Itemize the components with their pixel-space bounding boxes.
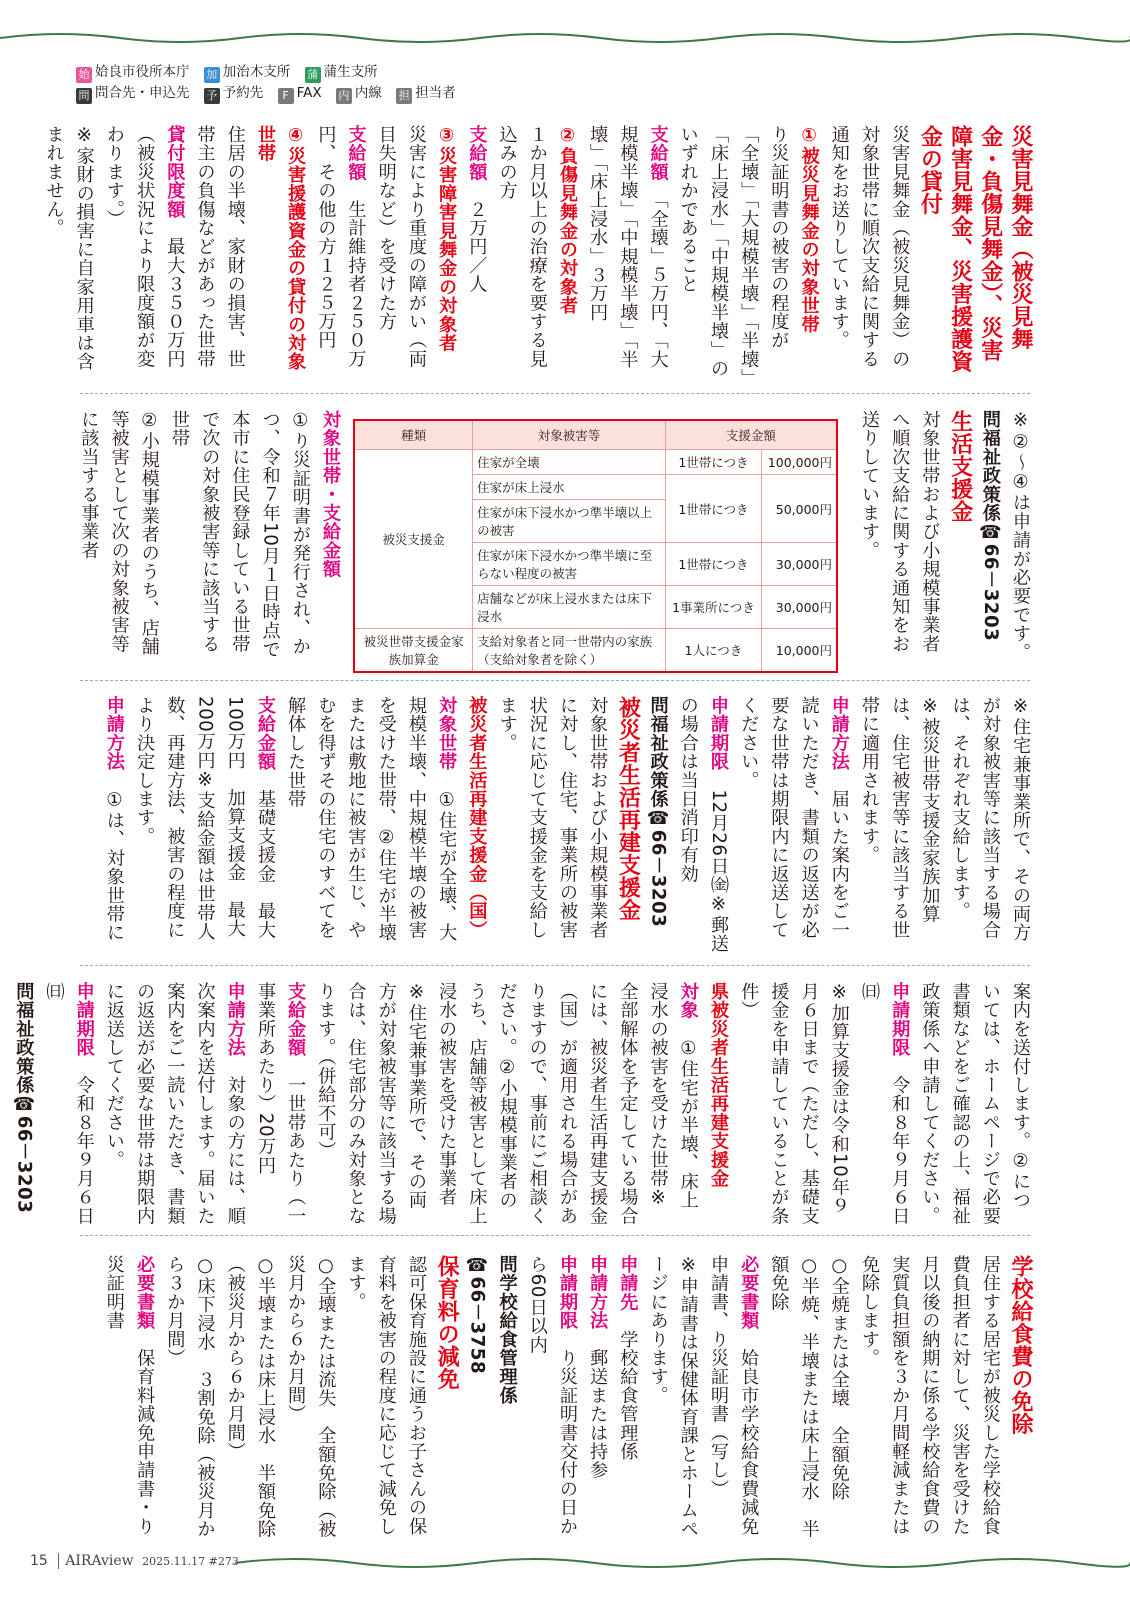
section-title-livelihood: 生活支援金 (947, 410, 973, 523)
fax-icon: F (278, 88, 294, 104)
contact-phone: ☎66－3758 (466, 1255, 488, 1375)
paragraph: 住居の半壊、家財の損害、世帯主の負傷などがあった世帯 (194, 125, 246, 369)
table-cell: 住家が床下浸水かつ準半壊に至らない程度の被害 (473, 543, 666, 586)
label: 申請方法 (224, 982, 246, 1057)
issue-date: 2025.11.17 #273 (142, 1555, 239, 1568)
band-livelihood-support (838, 410, 1035, 665)
list-item: ○全壊または流失 全額免除（被災月から６か月間） (285, 1255, 337, 1539)
text: 基礎支援金 最大100万円 加算支援金 最大200万円※支給金額は世帯人数、再建方法、被害の程度により決定します。 (134, 696, 276, 941)
label: 必要書類 (738, 1255, 760, 1330)
table-header: 支援金額 (665, 420, 837, 450)
table-cell: 100,000円 (762, 450, 837, 475)
note: ※住宅兼事業所で、その両方が対象被害等に該当する場合は、それぞれ支給します。 (949, 696, 1031, 942)
table-cell: 支給対象者と同一世帯内の家族（支給対象者を除く） (473, 629, 666, 673)
label: 対象世帯 (436, 696, 458, 771)
table-cell: 10,000円 (762, 629, 837, 673)
dashed-divider (80, 680, 1030, 681)
legend-kajiki: 加治木支所 (222, 64, 291, 80)
table-cell: 1人につき (665, 629, 761, 673)
contact-icon: 問 (647, 696, 669, 715)
list-item: ○床下浸水 ３割免除（被災月から３か月間） (164, 1255, 216, 1539)
note: ※被災世帯支援金家族加算は、住宅被害等に該当する世帯に適用されます。 (858, 696, 941, 940)
contact: 学校給食管理係 (496, 1273, 518, 1405)
table-cell: 1世帯につき (665, 475, 761, 543)
text: 届いた案内をご一読いただき、書類の返送が必要な世帯は期限内に返送してください。 (738, 696, 850, 940)
subheading: 県被災者生活再建支援金 (707, 982, 729, 1188)
table-row (354, 450, 837, 475)
text: 生計維持者２５０万円、その他の方１２５万円 (315, 125, 367, 369)
label: 支給額 (345, 125, 367, 182)
contact: 福祉政策係☎66－3203 (13, 1000, 35, 1214)
support-amount-table (353, 419, 838, 673)
legend-contact: 問合先・申込先 (95, 85, 190, 101)
text: ①住宅が半壊、床上浸水の被害を受けた世帯※全部解体を予定している場合には、被災者生活再建支援金（国）が適用される場合がありますので、事前にご相談ください。②小規模事業者のうち、店舗等被害として床上浸水の被害を受けた事業者※住宅兼事業所で、その両方が対象被害等に該当する場合は、住宅部分のみ対象となります。（併給不可） (315, 982, 699, 1226)
table-cell: 30,000円 (762, 586, 837, 629)
table-cell: 住家が全壊 (473, 450, 666, 475)
legend-fax: FAX (296, 85, 322, 101)
text: 令和８年９月６日㈰ (43, 982, 95, 1226)
note: ※申請書は保健体育課とホームページにあります。 (647, 1255, 699, 1539)
text: ２万円／人 (466, 199, 488, 294)
paragraph: 居住する居宅が被災した学校給食費負担者に対して、災害を受けた月以後の納期に係る学校給食費の実質負担額を３か月間軽減または免除します。 (858, 1255, 1001, 1536)
honcho-icon: 始 (76, 67, 92, 83)
paragraph: 対象世帯および小規模事業者へ順次支給に関する通知をお送りしています。 (858, 410, 941, 654)
paragraph: 災害により重度の障がい（両目失明など）を受けた方 (375, 125, 427, 369)
text: 対象の方には、順次案内を送付します。届いた案内をご一読いただき、書類の返送が必要な世帯は期限内に返送してください。 (103, 982, 246, 1226)
bottom-wave-line (235, 1553, 1130, 1573)
paragraph: １か月以上の治療を要する見込みの方 (496, 125, 548, 369)
label: 支給額 (647, 125, 669, 182)
table-cell: 1世帯につき (665, 450, 761, 475)
person-icon: 担 (396, 88, 412, 104)
table-header: 種類 (354, 420, 473, 450)
text: 保育料減免申請書・り災証明書 (103, 1255, 156, 1536)
list-item: ○全焼または全壊 全額免除 (828, 1255, 850, 1501)
text: ①は、対象世帯に (103, 789, 125, 942)
band-reconstruction-support (75, 696, 1035, 956)
band-school-lunch-nursery (75, 1255, 1035, 1540)
text: 一世帯あたり（一事業所あたり）20万円 (254, 982, 307, 1226)
subheading: ①被災見舞金の対象世帯 (798, 125, 820, 334)
legend-kamou: 蒲生支所 (323, 64, 378, 80)
text: り災証明書交付の日から60日以内 (526, 1255, 578, 1536)
label: 申請期限 (73, 982, 95, 1057)
paragraph: 認可保育施設に通うお子さんの保育料を被害の程度に応じて減免します。 (345, 1255, 427, 1536)
label: 申請方法 (587, 1255, 609, 1330)
table-cell: 被災世帯支援金家族加算金 (354, 629, 473, 673)
text: 郵送または持参 (587, 1348, 609, 1480)
paragraph: 案内を送付します。②については、ホームページで必要書類などをご確認の上、福祉政策係へ申請してください。 (919, 982, 1031, 1226)
section-title-reconstruction: 被災者生活再建支援金 (615, 696, 641, 921)
section-title-school-lunch: 学校給食費の免除 (1008, 1255, 1033, 1435)
kajiki-icon: 加 (204, 67, 220, 83)
table-row (354, 629, 837, 673)
contact-icon: 問 (496, 1255, 518, 1274)
label: 支給金額 (254, 696, 276, 771)
subheading: ③災害障害見舞金の対象者 (436, 125, 458, 353)
band-disaster-relief (43, 125, 1035, 380)
contact-icon: 問 (76, 88, 92, 104)
label: 貸付限度額 (164, 125, 186, 219)
table-cell: 住家が床上浸水 (473, 475, 666, 500)
dashed-divider (80, 1235, 1030, 1236)
page-number: 15 (30, 1553, 48, 1569)
table-cell: 住家が床下浸水かつ準半壊以上の被害 (473, 500, 666, 543)
note: ※②～④は申請が必要です。 (1010, 410, 1031, 662)
section-title-disaster-relief: 災害見舞金（被災見舞金・負傷見舞金）、災害障害見舞金、災害援護資金の貸付 (917, 125, 1033, 373)
label: 対象 (677, 982, 699, 1020)
table-cell: 1事業所につき (665, 586, 761, 629)
list-item: ○半焼、半壊または床上浸水 半額免除 (768, 1255, 820, 1539)
contact-icon: 問 (979, 410, 1001, 429)
table-cell: 50,000円 (762, 475, 837, 543)
table-cell: 被災支援金 (354, 450, 473, 629)
contact-icon: 問 (13, 982, 35, 1001)
dashed-divider (80, 393, 1030, 394)
reservation-icon: 予 (204, 88, 220, 104)
label: 必要書類 (134, 1255, 156, 1330)
label: 申請方法 (828, 696, 850, 771)
text: 令和８年９月６日㈰ (858, 982, 911, 1226)
note: ※家財の損害に自家用車は含まれません。 (43, 125, 95, 371)
extension-icon: 内 (336, 88, 352, 104)
top-wave-line (0, 20, 1130, 50)
list-item: ○半壊または床上浸水 半額免除（被災月から６か月間） (224, 1255, 276, 1539)
note: ※加算支援金は令和10年９月６日まで（ただし、基礎支援金を申請していることが条件） (738, 982, 850, 1226)
kamou-icon: 蒲 (305, 67, 321, 83)
section-title-nursery: 保育料の減免 (434, 1255, 460, 1390)
paragraph: ①り災証明書が発行され、かつ、令和７年10月１日時点で本市に住民登録している世帯で次の対象被害等に該当する世帯 (168, 410, 311, 659)
text: 最大３５０万円（被災状況により限度額が変わります。） (103, 125, 186, 369)
label: 対象世帯・支給金額 (320, 410, 341, 579)
label: 支給金額 (285, 982, 307, 1057)
paragraph: 対象世帯および小規模事業者に対し、住宅、事業所の被害状況に応じて支援金を支給します。 (496, 696, 609, 940)
label: 申請期限 (707, 696, 729, 771)
text: 姶良市学校給食費減免申請書、り災証明書（写し） (707, 1255, 760, 1536)
legend-honcho: 姶良市役所本庁 (95, 64, 190, 80)
label: 申請方法 (103, 696, 125, 771)
icon-legend (76, 62, 466, 104)
paragraph: ②小規模事業者のうち、店舗等被害として次の対象被害等に該当する事業者 (78, 410, 160, 656)
footer (30, 1553, 239, 1569)
legend-person: 担当者 (415, 85, 456, 101)
label: 申請期限 (556, 1255, 578, 1330)
text: 12月26日㈮※郵送の場合は当日消印有効 (677, 696, 729, 953)
label: 申請先 (617, 1255, 639, 1312)
subheading: ④災害援護資金の貸付の対象世帯 (254, 125, 307, 371)
label: 支給額 (466, 125, 488, 182)
subheading: ②負傷見舞金の対象者 (556, 125, 578, 315)
brand-name: AIRAview (65, 1553, 134, 1569)
table-cell: 30,000円 (762, 543, 837, 586)
text: ①住宅が全壊、大規模半壊、中規模半壊の被害を受けた世帯、②住宅が半壊または敷地に被害が生じ、やむを得ずその住宅のすべてを解体した世帯 (285, 696, 458, 942)
label: 申請期限 (889, 982, 911, 1057)
dashed-divider (80, 965, 1030, 966)
legend-extension: 内線 (354, 85, 382, 101)
table-header: 対象被害等 (473, 420, 666, 450)
table-cell: 1世帯につき (665, 543, 761, 586)
band-target-households (75, 410, 345, 665)
band-prefecture-support (13, 982, 1035, 1227)
table-header-row (354, 420, 837, 450)
table-cell: 店舗などが床上浸水または床下浸水 (473, 586, 666, 629)
paragraph: り災証明書の被害の程度が「全壊」「大規模半壊」「半壊」「床上浸水」「中規模半壊」のいずれかであること (677, 125, 790, 379)
legend-reservation: 予約先 (222, 85, 264, 101)
paragraph: 災害見舞金（被災見舞金）の対象世帯に順次支給に関する通知をお送りしています。 (828, 125, 911, 369)
text: 学校給食管理係 (617, 1329, 639, 1461)
subheading: 被災者生活再建支援金（国） (466, 696, 488, 940)
contact: 福祉政策係☎66－3203 (647, 714, 669, 928)
contact: 福祉政策係☎66－3203 (979, 428, 1001, 642)
text: 「全壊」５万円、「大規模半壊」「中規模半壊」「半壊」「床上浸水」３万円 (587, 125, 669, 369)
